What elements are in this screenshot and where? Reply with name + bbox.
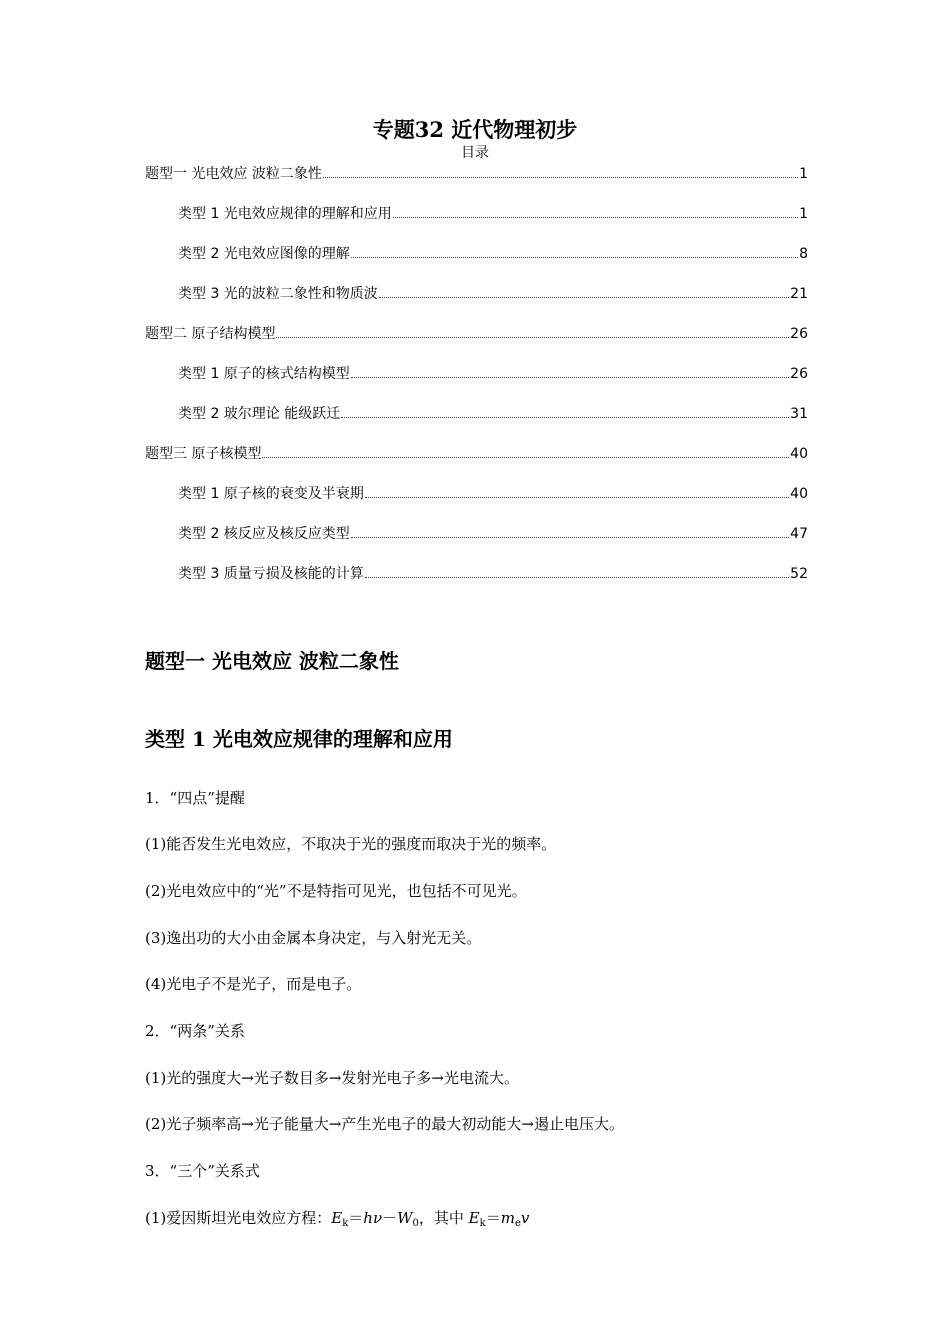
paragraph: (1)光的强度大→光子数目多→发射光电子多→光电流大。: [145, 1069, 519, 1087]
toc-page-number: 40: [790, 486, 808, 502]
toc-leader-dots: [341, 403, 789, 418]
toc-entry[interactable]: [178, 283, 808, 303]
toc-page-number: 1: [799, 206, 808, 222]
formula-subscript: 0: [412, 1218, 419, 1229]
toc-leader-dots: [393, 203, 798, 218]
toc-page-number: 21: [790, 286, 808, 302]
toc-entry[interactable]: [178, 483, 808, 503]
toc-page-number: 1: [799, 166, 808, 182]
paragraph: (4)光电子不是光子，而是电子。: [145, 975, 362, 993]
toc-entry-text: 题型二 原子结构模型: [145, 326, 276, 342]
toc-leader-dots: [351, 523, 789, 538]
paragraph: 3．“三个”关系式: [145, 1162, 260, 1180]
formula-paragraph: [145, 1208, 825, 1234]
toc-entry-text: 类型 2 玻尔理论 能级跃迁: [178, 406, 341, 422]
paragraph: (2)光电效应中的“光”不是特指可见光，也包括不可见光。: [145, 882, 527, 900]
toc-entry[interactable]: [145, 443, 808, 463]
toc-leader-dots: [365, 483, 789, 498]
formula-symbol: h: [363, 1209, 373, 1227]
formula-symbol: E: [468, 1209, 480, 1227]
toc-entry[interactable]: [178, 243, 808, 263]
toc-entry[interactable]: [145, 163, 808, 183]
toc-leader-dots: [379, 283, 789, 298]
toc-entry[interactable]: [178, 203, 808, 223]
toc-entry-text: 类型 2 光电效应图像的理解: [178, 246, 350, 262]
formula-symbol: E: [331, 1209, 343, 1227]
toc-leader-dots: [351, 243, 798, 258]
toc-leader-dots: [276, 323, 789, 338]
toc-page-number: 47: [790, 526, 808, 542]
toc-entry-text: 类型 1 原子的核式结构模型: [178, 366, 350, 382]
formula-operator: ＝: [348, 1209, 364, 1227]
paragraph: 1．“四点”提醒: [145, 789, 245, 807]
formula-subscript: k: [342, 1218, 349, 1229]
paragraph: (1)能否发生光电效应，不取决于光的强度而取决于光的频率。: [145, 835, 557, 853]
toc-entry-text: 类型 2 核反应及核反应类型: [178, 526, 350, 542]
toc-leader-dots: [262, 443, 789, 458]
toc-entry[interactable]: [145, 323, 808, 343]
toc-page-number: 52: [790, 566, 808, 582]
formula-subscript: k: [479, 1218, 486, 1229]
toc-leader-dots: [365, 563, 789, 578]
page-title: 专题32 近代物理初步: [372, 117, 578, 142]
subsection-heading: 类型 1 光电效应规律的理解和应用: [145, 727, 453, 751]
toc-entry-text: 类型 3 光的波粒二象性和物质波: [178, 286, 378, 302]
formula-prefix: (1)爱因斯坦光电效应方程：: [145, 1209, 332, 1227]
formula-symbol: m: [500, 1209, 515, 1227]
toc-page-number: 8: [799, 246, 808, 262]
toc-page-number: 26: [790, 326, 808, 342]
section-heading: 题型一 光电效应 波粒二象性: [145, 649, 399, 673]
formula-operator: －: [382, 1209, 398, 1227]
toc-page-number: 40: [790, 446, 808, 462]
toc-leader-dots: [351, 363, 789, 378]
toc-entry-text: 题型一 光电效应 波粒二象性: [145, 166, 322, 182]
toc-page-number: 26: [790, 366, 808, 382]
paragraph: 2．“两条”关系: [145, 1022, 245, 1040]
toc-entry[interactable]: [178, 363, 808, 383]
paragraph: (2)光子频率高→光子能量大→产生光电子的最大初动能大→遏止电压大。: [145, 1115, 624, 1133]
formula-subscript: e: [514, 1218, 521, 1229]
toc-leader-dots: [323, 163, 798, 178]
toc-entry-text: 类型 1 原子核的衰变及半衰期: [178, 486, 364, 502]
toc-label: 目录: [461, 145, 489, 161]
formula-symbol: W: [397, 1209, 413, 1227]
formula-symbol: ν: [372, 1209, 383, 1227]
toc-entry[interactable]: [178, 563, 808, 583]
formula-operator: ＝: [485, 1209, 501, 1227]
formula-symbol: v: [520, 1209, 530, 1227]
paragraph: (3)逸出功的大小由金属本身决定，与入射光无关。: [145, 929, 482, 947]
toc-entry-text: 题型三 原子核模型: [145, 446, 262, 462]
toc-page-number: 31: [790, 406, 808, 422]
toc-entry-text: 类型 3 质量亏损及核能的计算: [178, 566, 364, 582]
toc-entry[interactable]: [178, 403, 808, 423]
toc-entry[interactable]: [178, 523, 808, 543]
toc-entry-text: 类型 1 光电效应规律的理解和应用: [178, 206, 392, 222]
formula-text: ，其中: [418, 1209, 469, 1227]
